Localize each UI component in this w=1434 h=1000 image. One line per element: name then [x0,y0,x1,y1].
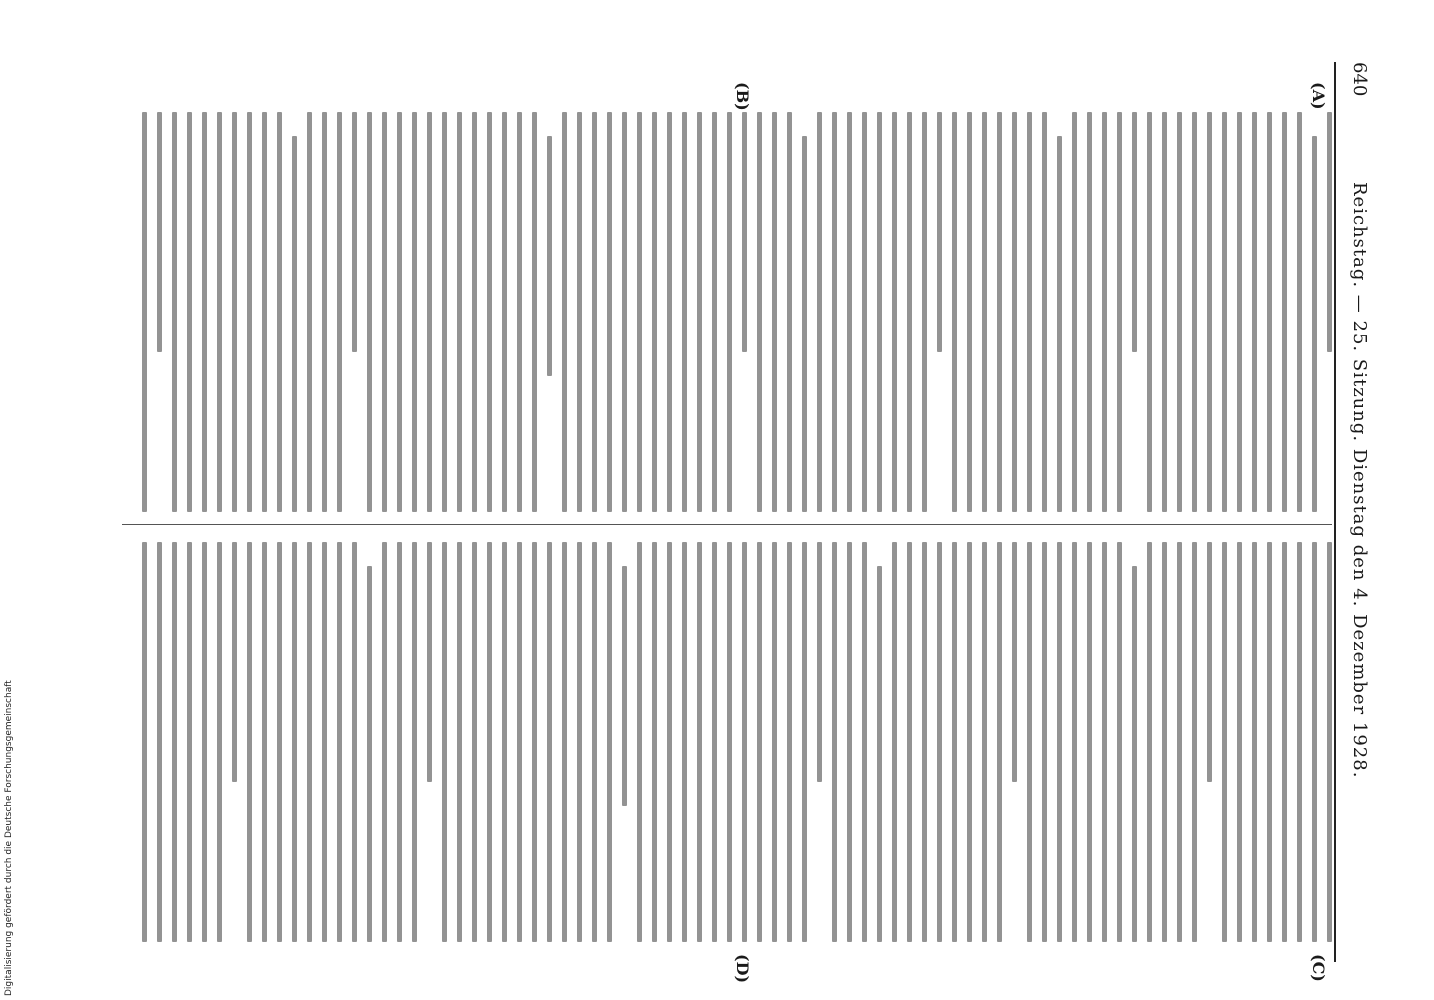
text-line [472,542,477,942]
text-line [772,112,777,512]
text-line [1087,112,1092,512]
text-line [397,542,402,942]
text-line [637,112,642,512]
text-line [907,112,912,512]
text-line [517,112,522,512]
margin-marker-a: (A) [1309,82,1328,110]
text-line [1267,542,1272,942]
text-line [262,112,267,512]
text-line [1012,112,1017,512]
document-page [102,42,1392,982]
text-line [217,542,222,942]
text-line [877,112,882,512]
text-line [322,112,327,512]
text-line [1102,112,1107,512]
text-line [862,542,867,942]
text-line [982,112,987,512]
text-line [937,542,942,942]
text-line [817,542,822,782]
text-line [142,112,147,512]
text-line [292,542,297,942]
text-line [802,136,807,512]
text-line [1027,112,1032,512]
text-line [517,542,522,942]
text-line [382,112,387,512]
text-line [457,112,462,512]
text-line [1237,112,1242,512]
text-line [1252,542,1257,942]
text-line [337,112,342,512]
text-line [1147,542,1152,942]
text-line [742,542,747,942]
text-line [1132,112,1137,352]
text-line [307,112,312,512]
text-line [157,542,162,942]
text-line [1177,542,1182,942]
text-line [787,112,792,512]
running-head: Reichstag. — 25. Sitzung. Dienstag den 4. Dezember 1928. [1349,182,1370,779]
text-line [1282,112,1287,512]
text-line [712,542,717,942]
text-line [1102,542,1107,942]
text-line [217,112,222,512]
text-line [682,112,687,512]
header-rule [1334,62,1336,962]
text-line [442,112,447,512]
text-line [247,542,252,942]
text-line [1042,542,1047,942]
text-line [1222,542,1227,942]
text-line [922,542,927,942]
text-line [922,112,927,512]
text-line [442,542,447,942]
text-line [1132,566,1137,942]
text-line [487,542,492,942]
text-line [1177,112,1182,512]
text-line [1057,542,1062,942]
text-line [1327,542,1332,942]
text-line [322,542,327,942]
text-line [622,566,627,806]
text-line [157,112,162,352]
text-column-right [122,542,1332,942]
digitization-credit: Digitalisierung gefördert durch die Deutsche Forschungsgemeinschaft [4,680,14,996]
text-line [187,112,192,512]
text-line [1027,542,1032,942]
text-line [1237,542,1242,942]
text-line [1192,112,1197,512]
text-line [682,542,687,942]
text-line [1192,542,1197,942]
margin-marker-c: (C) [1309,954,1328,982]
text-line [562,542,567,942]
text-line [472,112,477,512]
text-line [652,542,657,942]
text-line [712,112,717,512]
text-line [592,112,597,512]
text-line [1117,542,1122,942]
text-line [937,112,942,352]
text-line [1207,112,1212,512]
text-line [697,112,702,512]
text-line [1207,542,1212,782]
text-line [202,112,207,512]
text-line [622,112,627,512]
text-line [547,542,552,942]
text-line [1252,112,1257,512]
text-line [892,112,897,512]
text-column-left [122,112,1332,512]
text-line [382,542,387,942]
text-line [727,112,732,512]
text-line [562,112,567,512]
text-line [277,542,282,942]
text-line [757,542,762,942]
text-line [307,542,312,942]
text-line [232,542,237,782]
margin-marker-b: (B) [733,82,752,111]
text-line [1117,112,1122,512]
text-line [187,542,192,942]
text-line [862,112,867,512]
text-line [607,542,612,942]
text-line [547,136,552,376]
text-line [967,542,972,942]
text-line [277,112,282,512]
text-line [577,112,582,512]
text-line [367,566,372,942]
text-line [397,112,402,512]
text-line [352,542,357,942]
text-line [997,112,1002,512]
text-line [292,136,297,512]
text-line [817,112,822,512]
text-line [952,112,957,512]
text-line [367,112,372,512]
text-line [487,112,492,512]
text-line [142,542,147,942]
text-line [1012,542,1017,782]
page-number: 640 [1349,62,1370,97]
text-line [877,566,882,942]
text-line [1162,112,1167,512]
text-line [1282,542,1287,942]
page-header [1340,62,1370,962]
text-line [652,112,657,512]
text-line [967,112,972,512]
text-line [1312,542,1317,942]
text-line [832,112,837,512]
text-line [607,112,612,512]
text-line [637,542,642,942]
text-line [892,542,897,942]
text-line [352,112,357,352]
text-line [427,112,432,512]
text-line [502,112,507,512]
text-line [262,542,267,942]
text-line [1162,542,1167,942]
margin-marker-d: (D) [733,954,752,984]
text-line [592,542,597,942]
text-line [202,542,207,942]
text-line [247,112,252,512]
text-line [727,542,732,942]
text-line [532,112,537,512]
text-line [1267,112,1272,512]
text-line [532,542,537,942]
text-line [907,542,912,942]
text-line [1297,542,1302,942]
text-line [1297,112,1302,512]
text-line [697,542,702,942]
text-line [502,542,507,942]
text-line [412,112,417,512]
text-line [1312,136,1317,512]
text-line [757,112,762,512]
text-line [232,112,237,512]
text-line [577,542,582,942]
text-line [847,112,852,512]
text-line [1072,542,1077,942]
text-line [772,542,777,942]
text-line [1147,112,1152,512]
text-line [802,542,807,942]
text-line [1327,112,1332,352]
text-line [1072,112,1077,512]
text-line [337,542,342,942]
text-line [172,542,177,942]
text-line [997,542,1002,942]
text-line [832,542,837,942]
text-line [412,542,417,942]
text-line [982,542,987,942]
text-line [172,112,177,512]
text-line [1042,112,1047,512]
text-line [667,112,672,512]
text-line [1057,136,1062,512]
text-line [742,112,747,352]
text-line [427,542,432,782]
text-line [457,542,462,942]
text-line [1222,112,1227,512]
text-line [667,542,672,942]
column-divider [122,524,1332,525]
text-line [847,542,852,942]
text-line [1087,542,1092,942]
text-line [787,542,792,942]
text-line [952,542,957,942]
